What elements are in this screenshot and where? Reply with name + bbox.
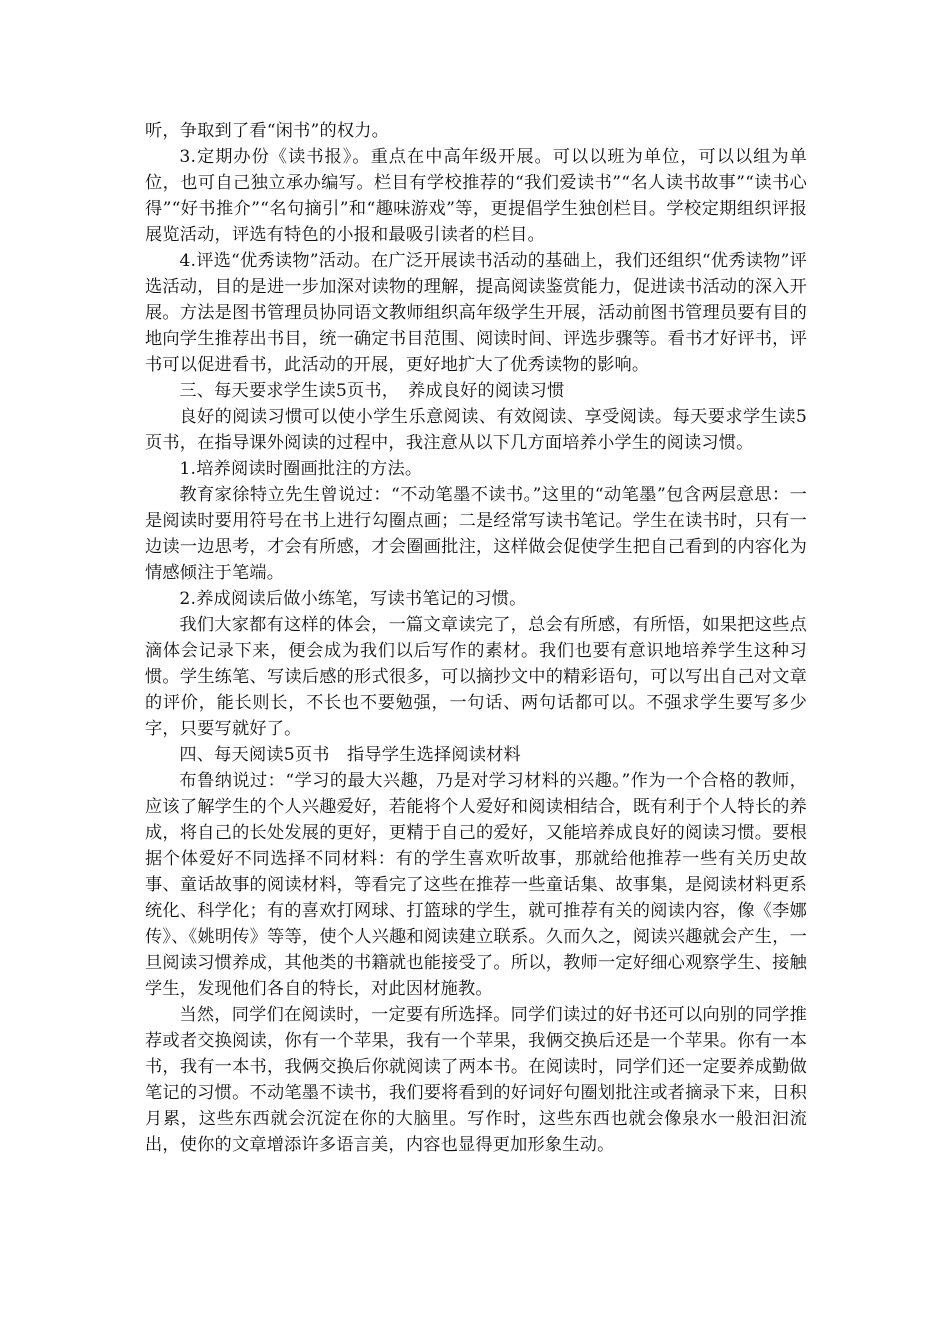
paragraph-excellent-books: 4.评选“优秀读物”活动。在广泛开展读书活动的基础上，我们还组织“优秀读物”评选活动，目的是进一步加深对读物的理解，提高阅读鉴赏能力，促进读书活动的深入开展。方法是图书管理员协同语文教师组织高年级学生开展，活动前图书管理员要有目的地向学生推荐出书目，统一确定书目范围、阅读时间、评选步骤等。看书才好评书，评书可以促进看书，此活动的开展，更好地扩大了优秀读物的影响。 [145, 251, 807, 375]
subheading-reading-notes: 2.养成阅读后做小练笔，写读书笔记的习惯。 [179, 589, 527, 609]
paragraph-xu-teli-quote: 教育家徐特立先生曾说过：“不动笔墨不读书。”这里的“动笔墨”包含两层意思：一是阅读时要用符号在书上进行勾圈点画；二是经常写读书笔记。学生在读书时，只有一边读一边思考，才会有所感，才会圈画批注，这样做会促使学生把自己看到的内容化为情感倾注于笔端。 [145, 485, 807, 583]
subheading-annotation-method: 1.培养阅读时圈画批注的方法。 [179, 459, 423, 479]
paragraph-continuation: 听，争取到了看“闲书”的权力。 [145, 121, 390, 141]
paragraph-bruner-quote: 布鲁纳说过：“学习的最大兴趣，乃是对学习材料的兴趣。”作为一个合格的教师，应该了解学生的个人兴趣爱好，若能将个人爱好和阅读相结合，既有利于个人特长的养成，将自己的长处发展的更好，更精于自己的爱好，又能培养成良好的阅读习惯。要根据个体爱好不同选择不同材料：有的学生喜欢听故事，那就给他推荐一些有关历史故事、童话故事的阅读材料，等看完了这些在推荐一些童话集、故事集，是阅读材料更系统化、科学化；有的喜欢打网球、打篮球的学生，就可推荐有关的阅读内容，像《李娜传》、《姚明传》等等，使个人兴趣和阅读建立联系。久而久之，阅读兴趣就会产生，一旦阅读习惯养成，其他类的书籍就也能接受了。所以，教师一定好细心观察学生、接触学生，发现他们各自的特长，对此因材施教。 [145, 771, 807, 999]
paragraph-book-exchange: 当然，同学们在阅读时，一定要有所选择。同学们读过的好书还可以向别的同学推荐或者交换阅读，你有一个苹果，我有一个苹果，我俩交换后还是一个苹果。你有一本书，我有一本书，我俩交换后你就阅读了两本书。在阅读时，同学们还一定要养成勤做笔记的习惯。不动笔墨不读书，我们要将看到的好词好句圈划批注或者摘录下来，日积月累，这些东西就会沉淀在你的大脑里。写作时，这些东西也就会像泉水一般汩汩流出，使你的文章增添许多语言美，内容也显得更加形象生动。 [145, 1005, 807, 1155]
paragraph-reading-habits: 良好的阅读习惯可以使小学生乐意阅读、有效阅读、享受阅读。每天要求学生读5页书，在指导课外阅读的过程中，我注意从以下几方面培养小学生的阅读习惯。 [145, 407, 807, 453]
paragraph-writing-practice: 我们大家都有这样的体会，一篇文章读完了，总会有所感，有所悟，如果把这些点滴体会记录下来，便会成为我们以后写作的素材。我们也要有意识地培养学生这种习惯。学生练笔、写读后感的形式很多，可以摘抄文中的精彩语句，可以写出自己对文章的评价，能长则长，不长也不要勉强，一句话、两句话都可以。不强求学生要写多少字，只要写就好了。 [145, 615, 807, 739]
section-heading-three: 三、每天要求学生读5页书， 养成良好的阅读习惯 [179, 381, 565, 401]
paragraph-reading-newspaper: 3.定期办份《读书报》。重点在中高年级开展。可以以班为单位，可以以组为单位，也可自己独立承办编写。栏目有学校推荐的“我们爱读书”“名人读书故事”“读书心得”“好书推介”“名句摘引”和“趣味游戏”等，更提倡学生独创栏目。学校定期组织评报展览活动，评选有特色的小报和最吸引读者的栏目。 [145, 147, 807, 245]
section-heading-four: 四、每天阅读5页书 指导学生选择阅读材料 [179, 745, 521, 765]
document-page [145, 118, 807, 1158]
